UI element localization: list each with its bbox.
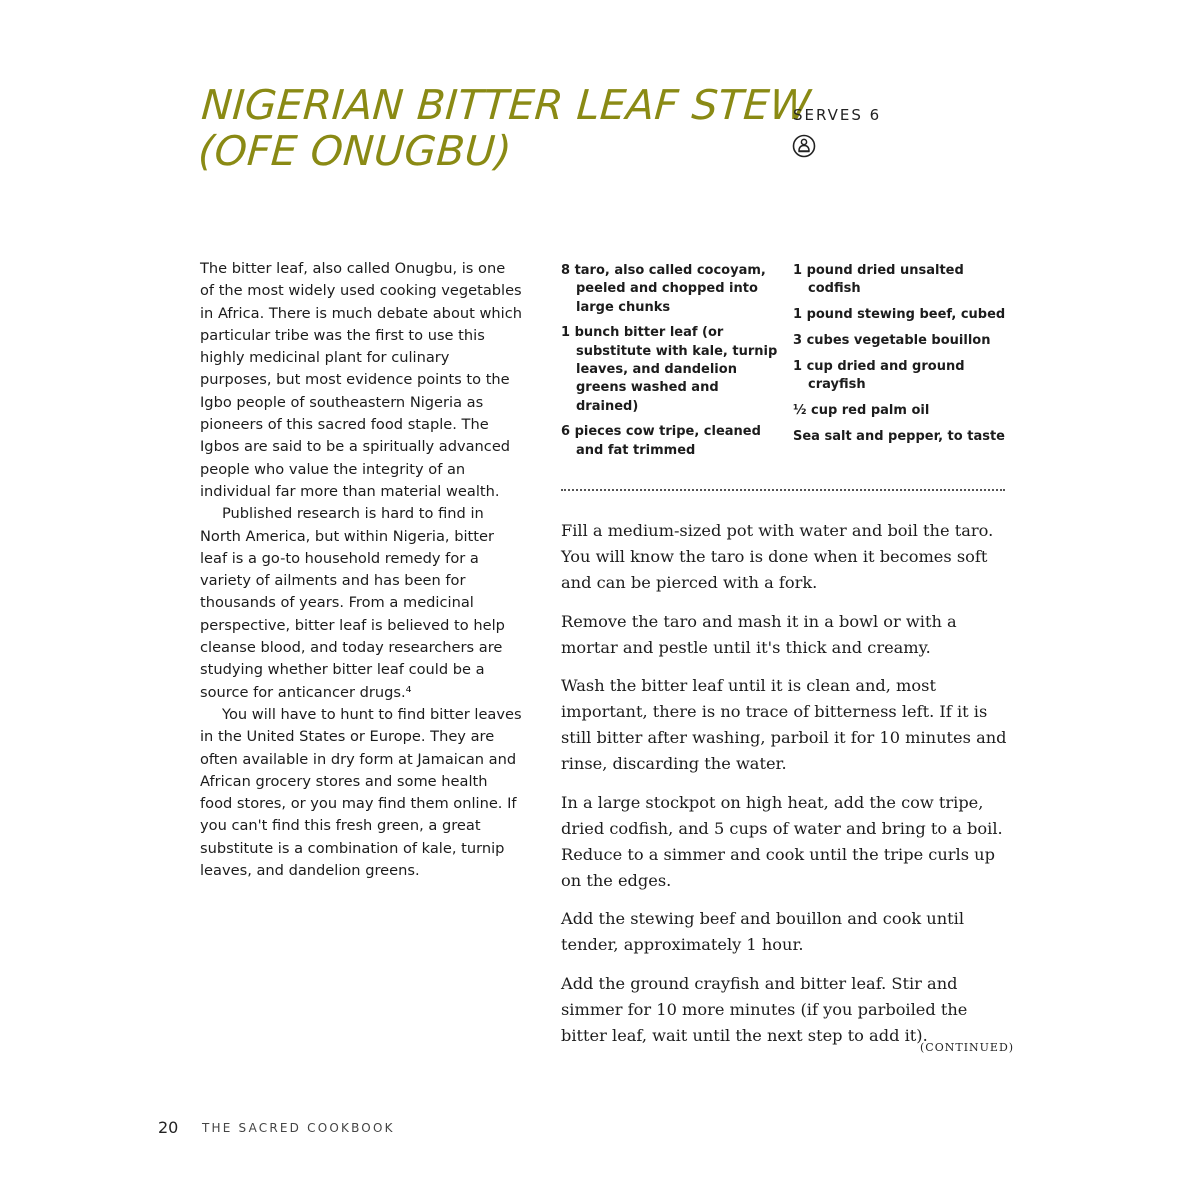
ingredient-item: 1 pound dried unsalted codfish [793, 263, 964, 297]
recipe-title-line2: (OFE ONUGBU) [196, 127, 514, 175]
serves-label: SERVES 6 [793, 106, 882, 124]
ingredients-column-1 [561, 262, 783, 467]
ingredient-item: 1 pound stewing beef, cubed [793, 307, 1006, 323]
intro-text [200, 258, 522, 882]
method-step: Fill a medium-sized pot with water and boil the taro. You will know the taro is done when it becomes soft and can be pierced with a fork. [561, 521, 994, 592]
intro-paragraph: Published research is hard to find in North America, but within Nigeria, bitter leaf is a go-to household remedy for a variety of ailments and has been for thousands of years. From a medicinal perspective, bitter leaf is believed to help cleanse blood, and today researchers are studying whether bitter leaf could be a source for anticancer drugs.⁴ [200, 505, 505, 701]
page-number: 20 [158, 1118, 179, 1137]
ingredient-item: 8 taro, also called cocoyam, peeled and chopped into large chunks [561, 263, 766, 315]
ingredient-item: Sea salt and pepper, to taste [793, 428, 1005, 444]
ingredients-column-2 [793, 262, 1015, 453]
serves-people-icon [792, 134, 816, 158]
ingredient-item: 1 cup dried and ground crayfish [793, 358, 965, 392]
intro-paragraph: The bitter leaf, also called Onugbu, is one of the most widely used cooking vegetables in Africa. There is much debate about which particular tribe was the first to use this highly medicinal plant for culinary purposes, but most evidence points to the Igbo people of southeastern Nigeria as pioneers of this sacred food staple. The Igbos are said to be a spiritually advanced people who value the integrity of an individual far more than material wealth. [200, 260, 523, 500]
method-step: Remove the taro and mash it in a bowl or with a mortar and pestle until it's thick and creamy. [561, 611, 957, 657]
method-step: In a large stockpot on high heat, add the cow tripe, dried codfish, and 5 cups of water and bring to a boil. Reduce to a simmer and cook until the tripe curls up on the edges. [561, 792, 1003, 890]
method-steps [561, 518, 1015, 1061]
ingredient-item: 6 pieces cow tripe, cleaned and fat trimmed [561, 424, 761, 458]
ingredient-item: ½ cup red palm oil [793, 402, 930, 418]
running-footer-title: THE SACRED COOKBOOK [202, 1121, 395, 1135]
method-step: Wash the bitter leaf until it is clean and, most important, there is no trace of bitterness left. If it is still bitter after washing, parboil it for 10 minutes and rinse, discarding the water. [561, 676, 1007, 773]
ingredient-item: 3 cubes vegetable bouillon [793, 332, 991, 348]
ingredient-item: 1 bunch bitter leaf (or substitute with kale, turnip leaves, and dandelion greens washed and drained) [561, 325, 778, 414]
continued-label: (CONTINUED) [920, 1041, 1015, 1054]
recipe-title [197, 82, 812, 174]
method-step: Add the ground crayfish and bitter leaf. Stir and simmer for 10 more minutes (if you parboiled the bitter leaf, wait until the next step to add it). [561, 973, 968, 1045]
dotted-divider [561, 489, 1005, 491]
intro-paragraph: You will have to hunt to find bitter leaves in the United States or Europe. They are often available in dry form at Jamaican and African grocery stores and some health food stores, or you may find them online. If you can't find this fresh green, a great substitute is a combination of kale, turnip leaves, and dandelion greens. [200, 705, 522, 880]
recipe-title-line1: NIGERIAN BITTER LEAF STEW [199, 81, 813, 129]
method-step: Add the stewing beef and bouillon and cook until tender, approximately 1 hour. [561, 909, 965, 954]
